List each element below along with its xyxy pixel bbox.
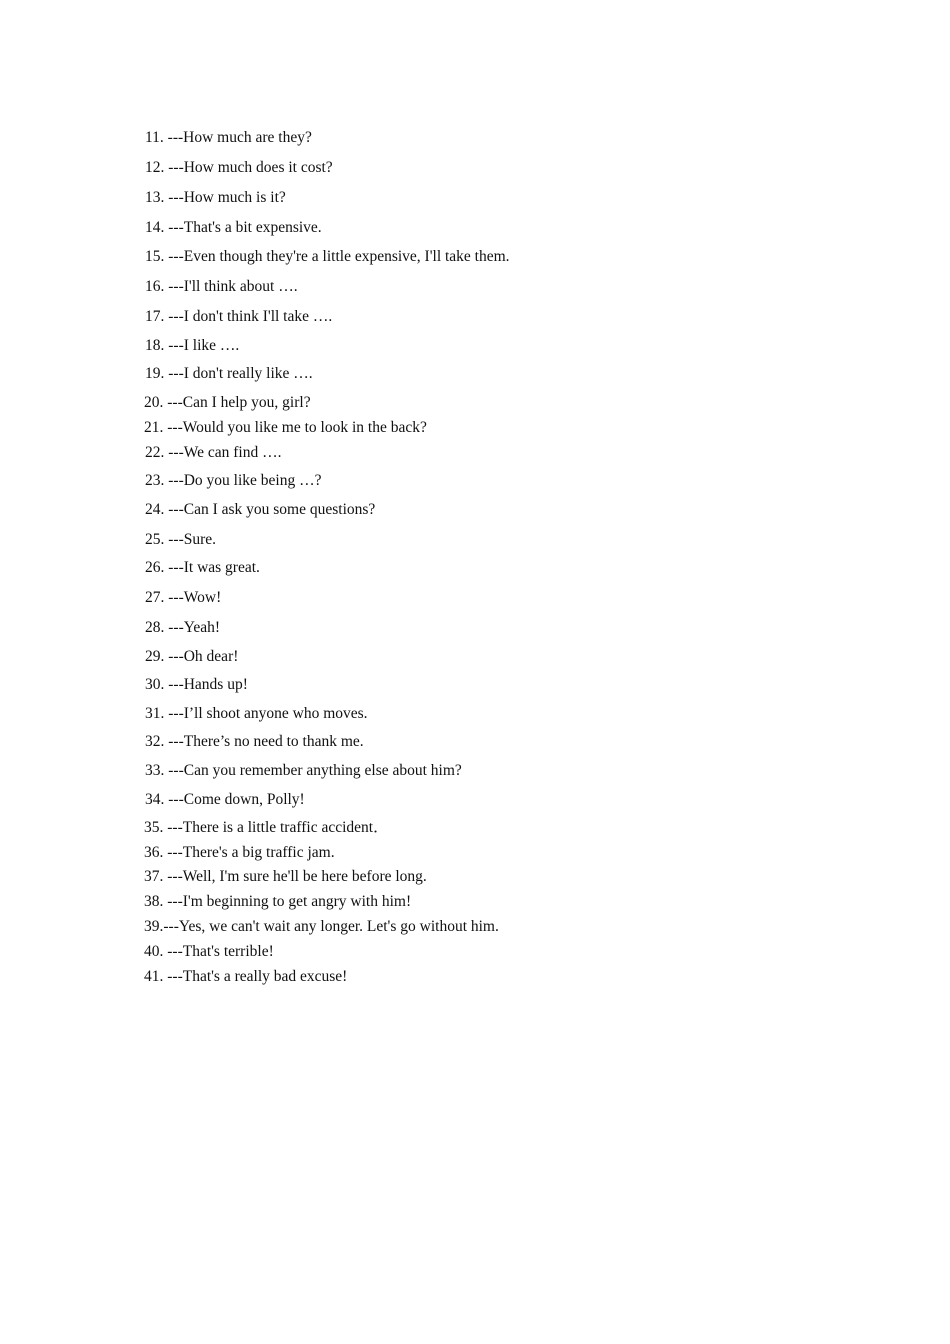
list-item: 15. ---Even though they're a little expensive, I'll take them.: [145, 248, 510, 265]
list-item: 22. ---We can find ….: [145, 444, 282, 461]
list-item: 31. ---I’ll shoot anyone who moves.: [145, 705, 368, 722]
list-item: 18. ---I like ….: [145, 337, 240, 354]
list-item: 33. ---Can you remember anything else about him?: [145, 762, 462, 779]
list-item: 32. ---There’s no need to thank me.: [145, 733, 364, 750]
list-item: 25. ---Sure.: [145, 531, 217, 548]
list-item: 30. ---Hands up!: [145, 676, 248, 693]
list-item: 39.---Yes, we can't wait any longer. Let's go without him.: [144, 918, 499, 935]
list-item: 14. ---That's a bit expensive.: [145, 219, 322, 236]
list-item: 16. ---I'll think about ….: [145, 278, 298, 295]
list-item: 37. ---Well, I'm sure he'll be here before long.: [144, 868, 427, 885]
list-item: 34. ---Come down, Polly!: [145, 791, 305, 808]
list-item: 17. ---I don't think I'll take ….: [145, 308, 333, 325]
list-item: 29. ---Oh dear!: [145, 648, 239, 665]
list-item: 19. ---I don't really like ….: [145, 365, 313, 382]
list-item: 20. ---Can I help you, girl?: [144, 394, 311, 411]
list-item: 41. ---That's a really bad excuse!: [144, 968, 348, 985]
list-item: 13. ---How much is it?: [145, 189, 286, 206]
list-item: 27. ---Wow!: [145, 589, 222, 606]
list-item: 23. ---Do you like being …?: [145, 472, 322, 489]
list-item: 12. ---How much does it cost?: [145, 159, 333, 176]
list-item: 36. ---There's a big traffic jam.: [144, 844, 335, 861]
list-item: 28. ---Yeah!: [145, 619, 221, 636]
list-item: 38. ---I'm beginning to get angry with him!: [144, 893, 412, 910]
list-item: 26. ---It was great.: [145, 559, 260, 576]
list-item: 40. ---That's terrible!: [144, 943, 274, 960]
list-item: 24. ---Can I ask you some questions?: [145, 501, 376, 518]
list-item: 21. ---Would you like me to look in the back?: [144, 419, 427, 436]
list-item: 11. ---How much are they?: [145, 129, 312, 146]
list-item: 35. ---There is a little traffic accident．: [144, 819, 389, 836]
